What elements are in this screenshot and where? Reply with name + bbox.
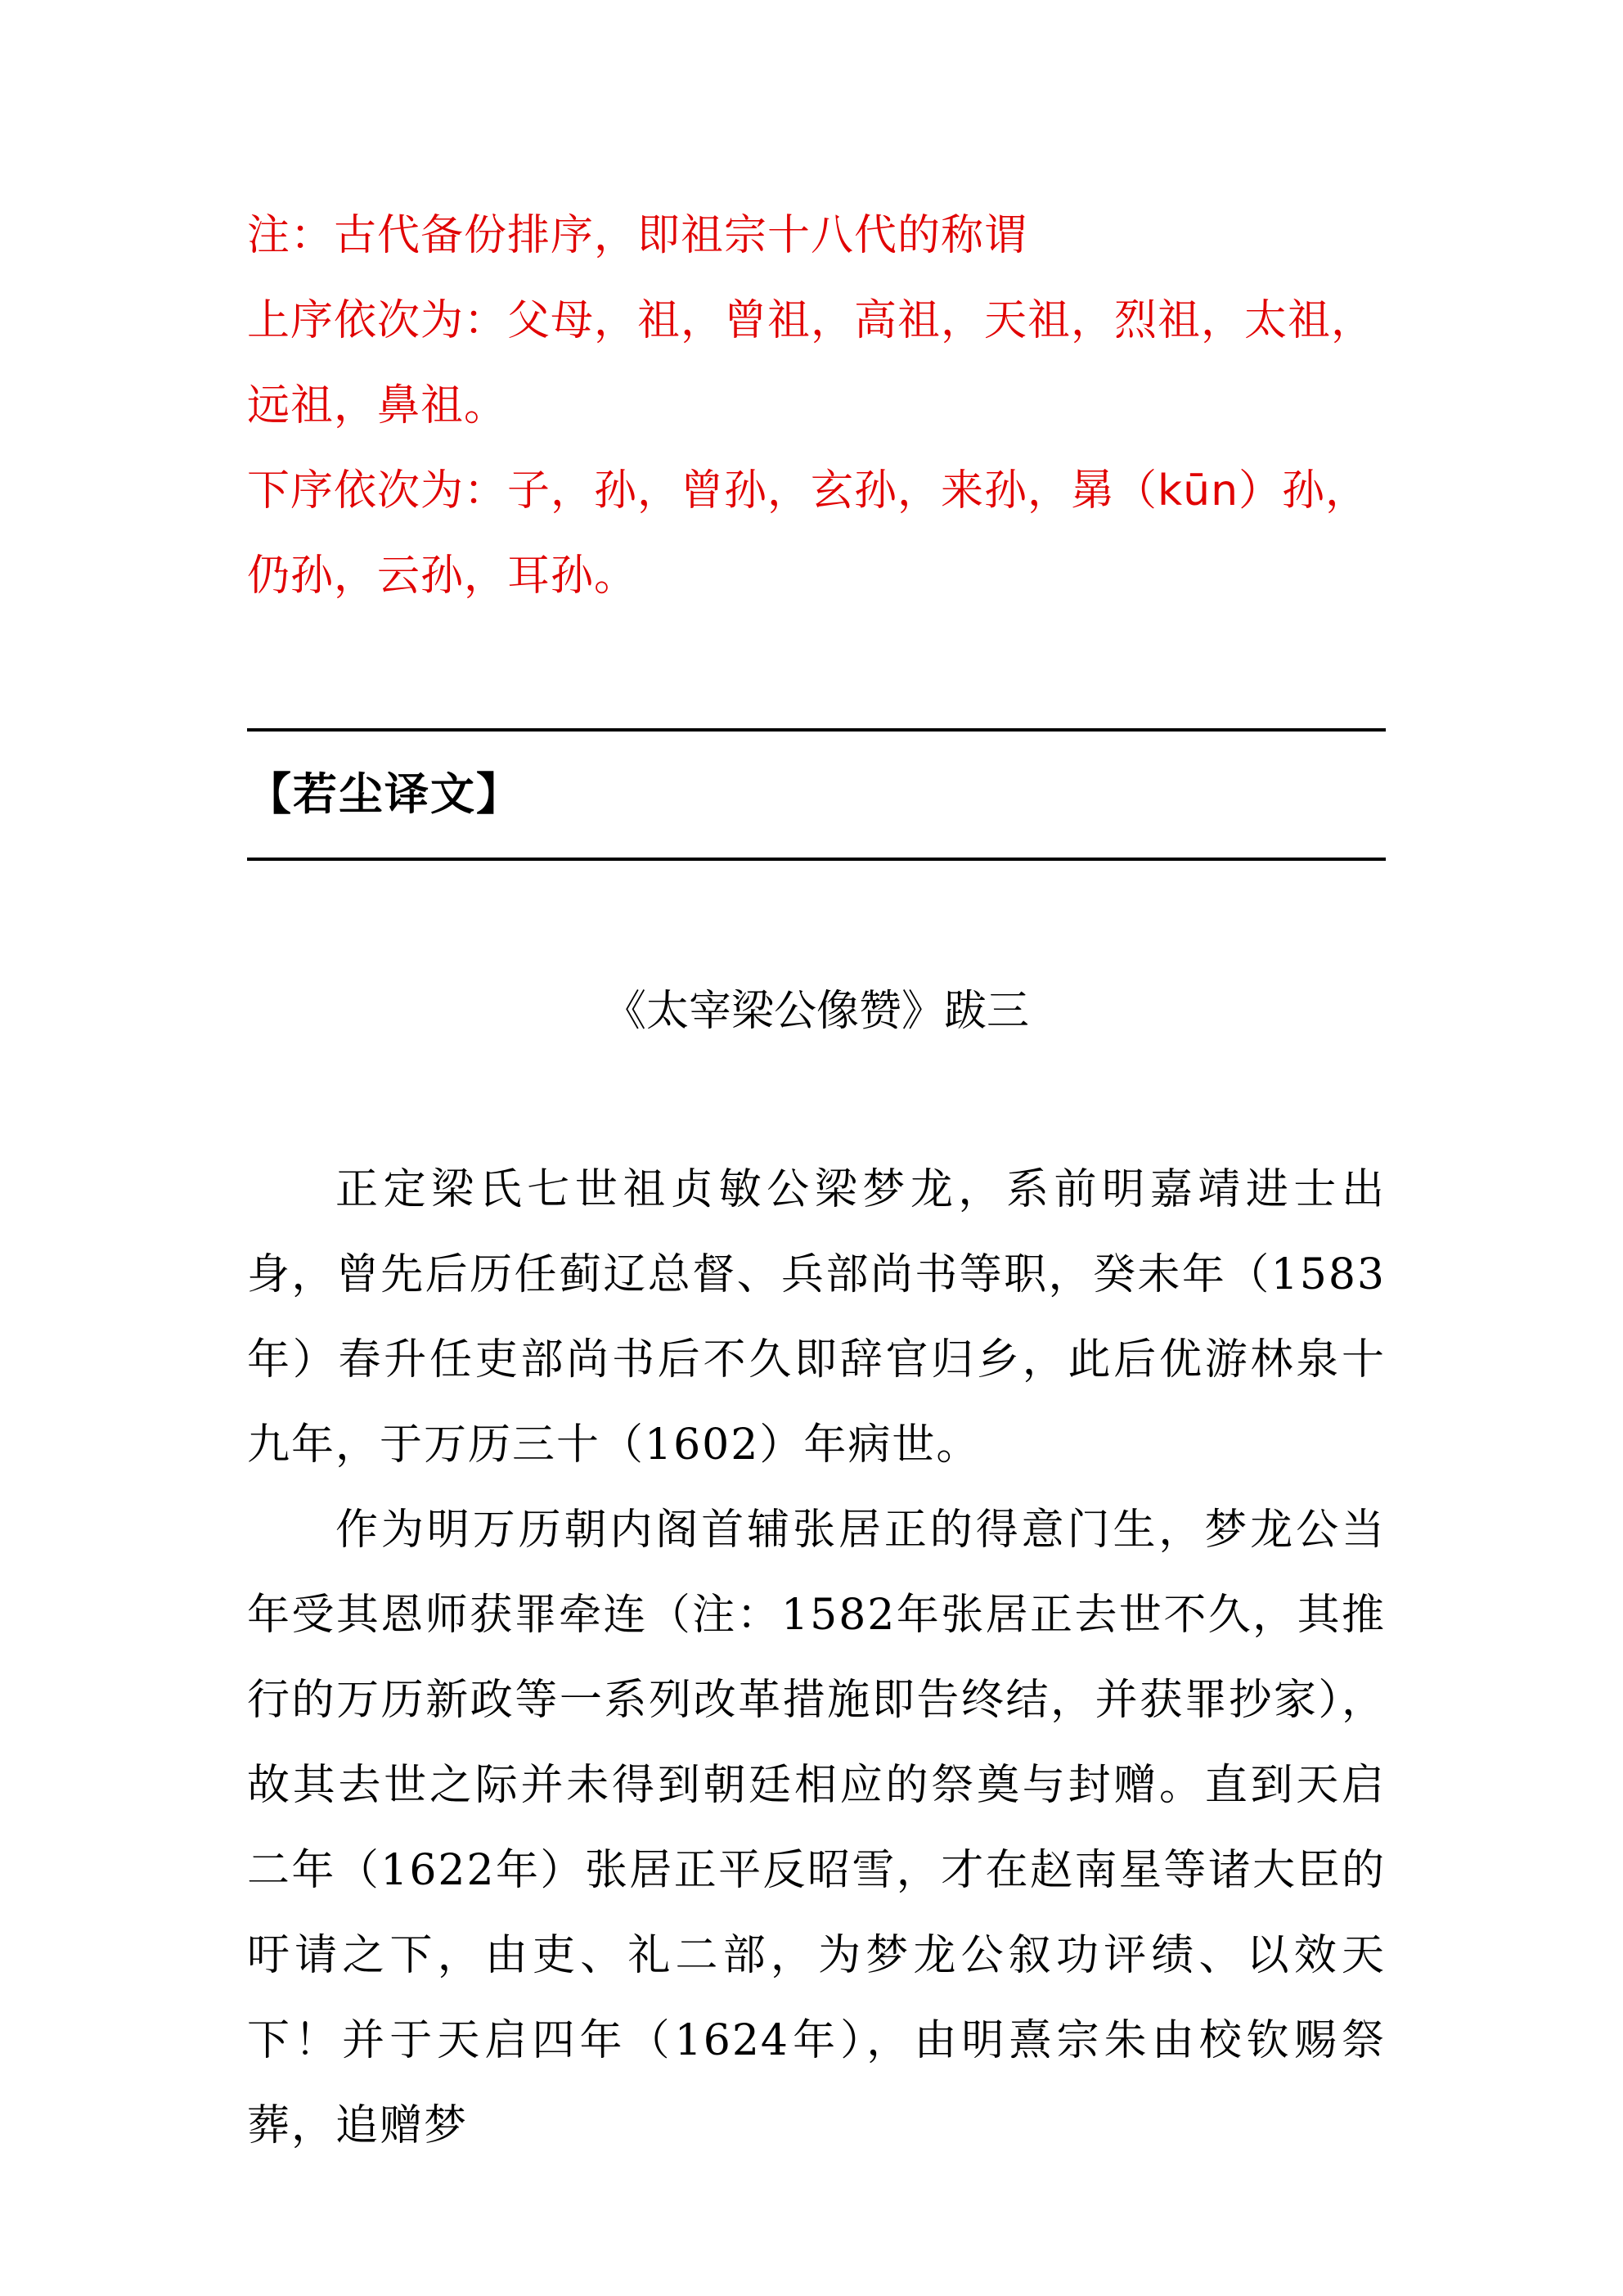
section-top-rule	[247, 728, 1386, 732]
article-paragraph-1: 正定梁氏七世祖贞敏公梁梦龙，系前明嘉靖进士出身，曾先后历任蓟辽总督、兵部尚书等职，癸未年（1583年）春升任吏部尚书后不久即辞官归乡，此后优游林泉十九年，于万历三十（1602）年病世。	[247, 1165, 1386, 1470]
section-bottom-rule	[247, 858, 1386, 861]
note-line-ancestors: 上序依次为：父母，祖，曾祖，高祖，天祖，烈祖，太祖，远祖，鼻祖。	[247, 296, 1375, 430]
article-title: 《太宰梁公像赞》跋三	[603, 987, 1029, 1036]
note-descendants-text-b: ）孙，仍孙，云孙，耳孙。	[247, 466, 1369, 601]
article-body	[247, 1147, 1386, 2168]
genealogy-note	[247, 193, 1392, 619]
article-paragraph-2: 作为明万历朝内阁首辅张居正的得意门生，梦龙公当年受其恩师获罪牵连（注：1582年张居正去世不久，其推行的万历新政等一系列改革措施即告终结，并获罪抄家），故其去世之际并未得到朝廷相应的祭奠与封赠。直到天启二年（1622年）张居正平反昭雪，才在赵南星等诸大臣的吁请之下，由吏、礼二部，为梦龙公叙功评绩、以效天下！并于天启四年（1624年），由明熹宗朱由校钦赐祭葬，追赠梦	[247, 1506, 1386, 2150]
note-line-intro: 注：古代备份排序，即祖宗十八代的称谓	[247, 211, 1028, 260]
note-line-descendants	[247, 448, 1392, 619]
note-descendants-text-a: 下序依次为：子，孙，曾孙，玄孙，来孙，晜（	[247, 466, 1158, 515]
section-heading: 【若尘译文】	[247, 768, 522, 820]
note-pinyin: kūn	[1158, 466, 1239, 515]
